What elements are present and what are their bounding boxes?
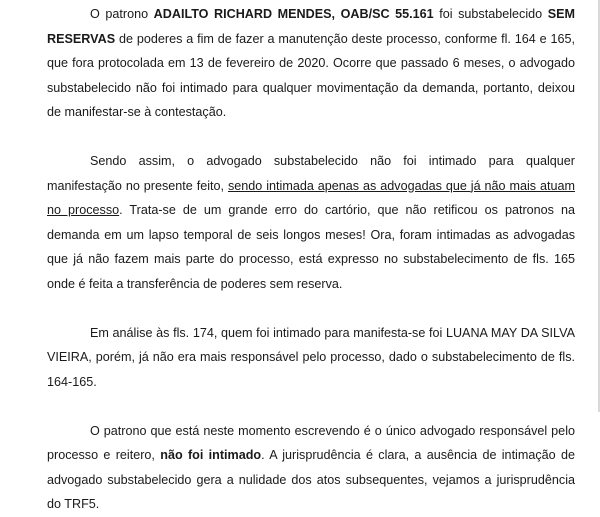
- text-segment: de poderes a fim de fazer a manutenção deste processo, conforme fl. 164 e 165, que fora protocolada em 13 de fevereiro de 2020. Ocorre que passado 6 meses, o advogado substabelecido não foi intimado para qualquer movimentação da demanda, portanto, deixou de manifestar-se à contestação.: [47, 31, 575, 119]
- nao-foi-intimado-bold: não foi intimado: [160, 448, 262, 462]
- text-segment: Sendo assim, o advogado substabelecido não foi intimado para qualquer manifestação no presente feito,: [47, 154, 575, 193]
- text-segment: O patrono que está neste momento escrevendo é o único advogado responsável pelo processo e reitero,: [47, 423, 575, 462]
- paragraph-analise-fls-174: [47, 321, 575, 395]
- text-segment: O patrono: [90, 7, 154, 21]
- paragraph-falta-intimacao: [47, 149, 575, 296]
- sem-reservas-bold: SEM RESERVAS: [47, 7, 575, 46]
- attorney-name-bold: ADAILTO RICHARD MENDES, OAB/SC 55.161: [153, 7, 434, 21]
- text-segment: Em análise às fls. 174, quem foi intimado para manifesta-se foi LUANA MAY DA SILVA VIEIRA, porém, já não era mais responsável pelo processo, dado o substabelecimento de fls. 164-165.: [47, 325, 575, 389]
- text-segment: . Trata-se de um grande erro do cartório, que não retificou os patronos na demanda em um lapso temporal de seis longos meses! Ora, foram intimadas as advogadas que já não fazem mais parte do processo, está expresso no substabelecimento de fls. 165 onde é feita a transferência de poderes sem reserva.: [47, 203, 576, 291]
- paragraph-jurisprudencia: [47, 419, 575, 517]
- paragraph-substabelecimento: [47, 2, 575, 125]
- document-page: [47, 2, 575, 517]
- text-segment: . A jurisprudência é clara, a ausência de intimação de advogado substabelecido gera a nulidade dos atos subsequentes, vejamos a jurisprudência do TRF5.: [47, 448, 575, 511]
- text-segment: foi substabelecido: [433, 7, 548, 21]
- underlined-emphasis: sendo intimada apenas as advogadas que já não mais atuam no processo: [47, 178, 575, 217]
